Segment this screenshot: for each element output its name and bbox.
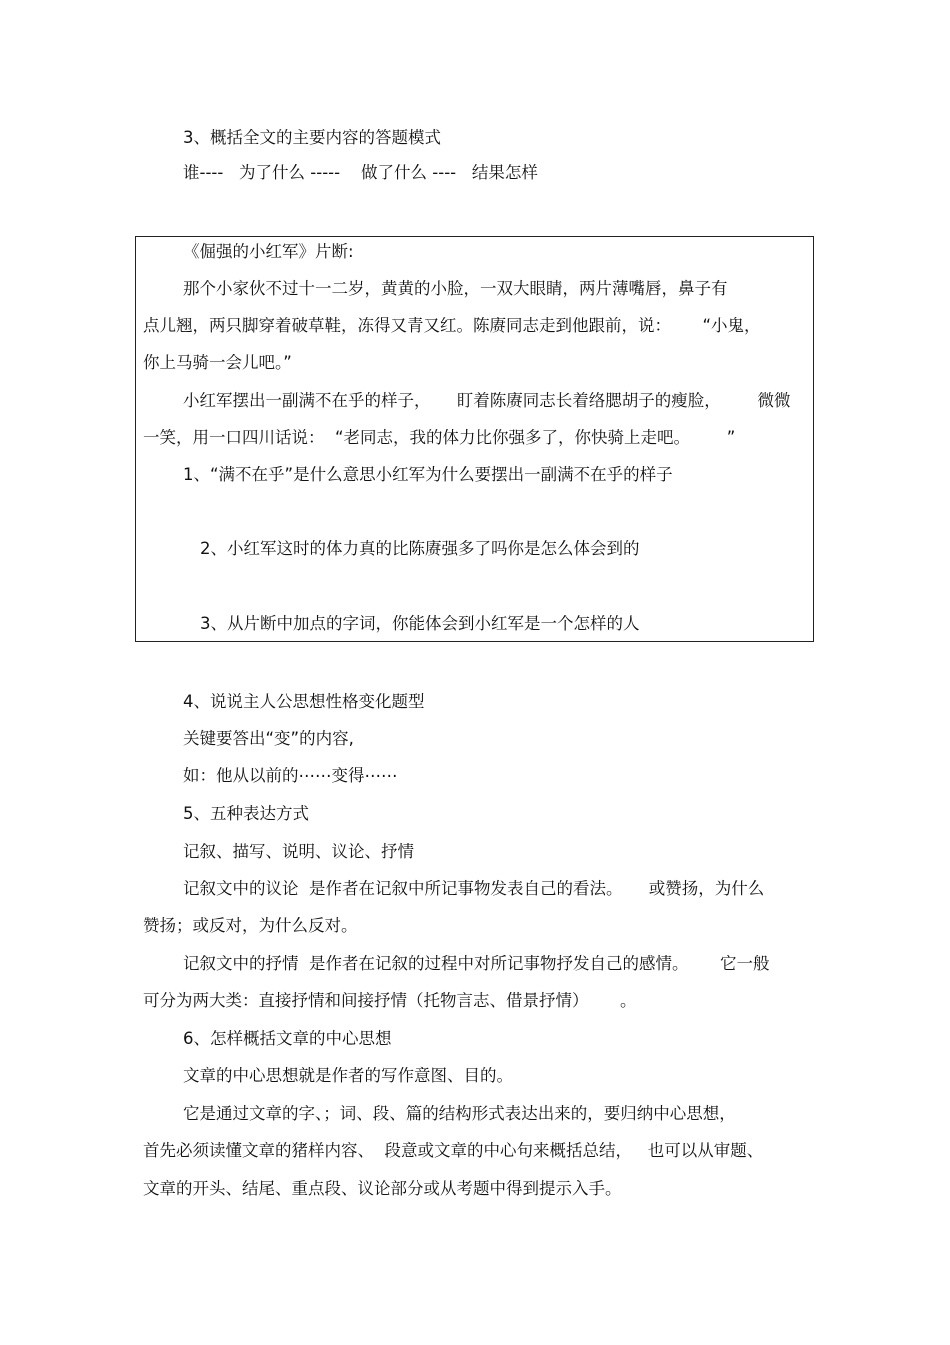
section-3-answer-pattern: 谁---- 为了什么 ----- 做了什么 ---- 结果怎样 <box>183 163 538 182</box>
section-5-paragraph-2-line-1: 记叙文中的抒情 是作者在记叙的过程中对所记事物抒发自己的感情。 它一般 <box>183 954 770 973</box>
excerpt-paragraph-1-line-2: 点儿翘，两只脚穿着破草鞋，冻得又青又红。陈赓同志走到他跟前，说： “小鬼， <box>143 316 761 335</box>
excerpt-question-3: 3、从片断中加点的字词，你能体会到小红军是一个怎样的人 <box>200 614 640 633</box>
section-4-heading: 4、说说主人公思想性格变化题型 <box>183 692 425 711</box>
section-6-paragraph-1: 文章的中心思想就是作者的写作意图、目的。 <box>183 1066 513 1085</box>
excerpt-question-2: 2、小红军这时的体力真的比陈赓强多了吗你是怎么体会到的 <box>200 539 640 558</box>
section-6-paragraph-2-line-2: 首先必须读懂文章的猪样内容、 段意或文章的中心句来概括总结， 也可以从审题、 <box>143 1141 764 1160</box>
section-4-line-1: 关键要答出“变”的内容, <box>183 729 354 748</box>
section-5-paragraph-1-line-1: 记叙文中的议论 是作者在记叙中所记事物发表自己的看法。 或赞扬，为什么 <box>183 879 765 898</box>
section-5-heading: 5、五种表达方式 <box>183 804 309 823</box>
excerpt-question-1: 1、“满不在乎”是什么意思小红军为什么要摆出一副满不在乎的样子 <box>183 465 673 484</box>
section-5-list: 记叙、描写、说明、议论、抒情 <box>183 842 414 861</box>
section-5-paragraph-2-line-2: 可分为两大类：直接抒情和间接抒情（托物言志、借景抒情） 。 <box>143 991 637 1010</box>
excerpt-paragraph-1-line-1: 那个小家伙不过十一二岁，黄黄的小脸，一双大眼睛，两片薄嘴唇，鼻子有 <box>183 279 728 298</box>
excerpt-title: 《倔强的小红军》片断: <box>183 242 354 261</box>
section-4-line-2: 如：他从以前的⋯⋯变得⋯⋯ <box>183 766 398 785</box>
section-6-paragraph-2-line-3: 文章的开头、结尾、重点段、议论部分或从考题中得到提示入手。 <box>143 1179 622 1198</box>
section-3-heading: 3、概括全文的主要内容的答题模式 <box>183 128 441 147</box>
section-6-paragraph-2-line-1: 它是通过文章的字、；词、段、篇的结构形式表达出来的，要归纳中心思想， <box>183 1104 736 1123</box>
excerpt-paragraph-2-line-1: 小红军摆出一副满不在乎的样子， 盯着陈赓同志长着络腮胡子的瘦脸， 微微 <box>183 391 791 410</box>
excerpt-paragraph-2-line-2: 一笑，用一口四川话说： “老同志，我的体力比你强多了，你快骑上走吧。 ” <box>143 428 736 447</box>
section-6-heading: 6、怎样概括文章的中心思想 <box>183 1029 392 1048</box>
section-5-paragraph-1-line-2: 赞扬；或反对，为什么反对。 <box>143 916 358 935</box>
excerpt-paragraph-1-line-3: 你上马骑一会儿吧。” <box>143 353 292 372</box>
